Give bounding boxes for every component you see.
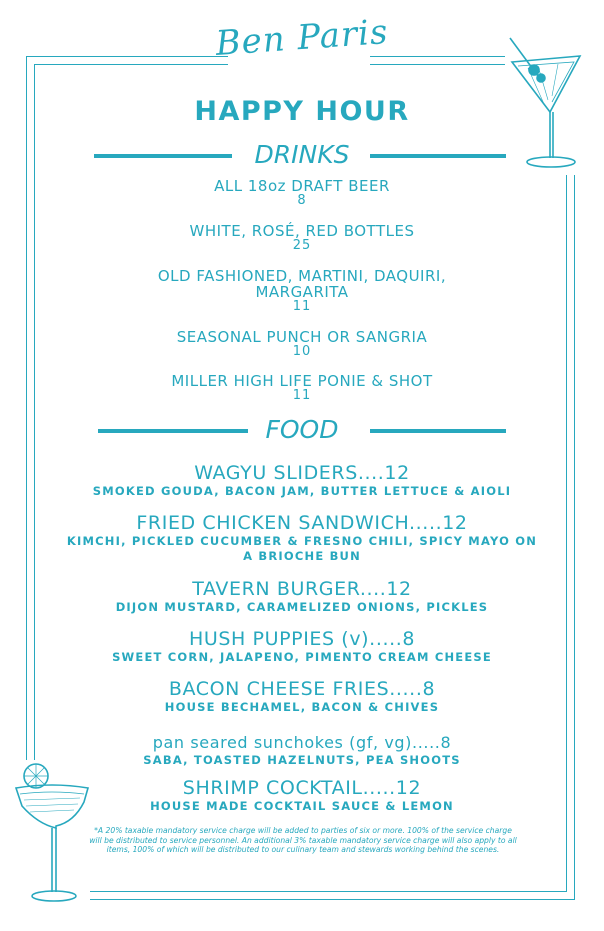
food-item (0, 629, 604, 665)
food-item (0, 463, 604, 499)
drink-item (0, 268, 604, 314)
food-name: TAVERN BURGER....12 (192, 578, 412, 600)
food-description: KIMCHI, PICKLED CUCUMBER & FRESNO CHILI, SPICY MAYO ON A BRIOCHE BUN (66, 534, 538, 563)
drink-name: MILLER HIGH LIFE PONIE & SHOT (171, 372, 433, 390)
drink-price: 25 (292, 238, 312, 253)
food-description: SMOKED GOUDA, BACON JAM, BUTTER LETTUCE & AIOLI (92, 484, 512, 498)
food-item (0, 778, 604, 814)
drink-name: ALL 18oz DRAFT BEER (214, 177, 390, 195)
food-name: pan seared sunchokes (gf, vg).....8 (152, 733, 452, 752)
food-name: BACON CHEESE FRIES.....8 (168, 678, 436, 700)
food-description: HOUSE MADE COCKTAIL SAUCE & LEMON (150, 799, 454, 813)
drink-item (0, 329, 604, 359)
food-description: DIJON MUSTARD, CARAMELIZED ONIONS, PICKLES (115, 600, 489, 614)
drink-name: SEASONAL PUNCH OR SANGRIA (176, 328, 428, 346)
page-title: HAPPY HOUR (194, 96, 410, 127)
drink-item (0, 178, 604, 208)
food-item (0, 579, 604, 615)
food-description: HOUSE BECHAMEL, BACON & CHIVES (164, 700, 440, 714)
food-description: SWEET CORN, JALAPENO, PIMENTO CREAM CHEESE (112, 650, 492, 664)
food-name: WAGYU SLIDERS....12 (194, 462, 410, 484)
drink-name: OLD FASHIONED, MARTINI, DAQUIRI, MARGARITA (157, 267, 447, 301)
drink-price: 11 (292, 388, 312, 403)
food-item (0, 679, 604, 715)
food-name: FRIED CHICKEN SANDWICH.....12 (136, 512, 468, 534)
drink-price: 10 (292, 344, 312, 359)
drink-price: 11 (292, 299, 312, 314)
drink-item (0, 373, 604, 403)
drink-price: 8 (297, 193, 307, 208)
drink-name: WHITE, ROSÉ, RED BOTTLES (189, 222, 415, 240)
food-section-label: FOOD (265, 415, 339, 444)
drinks-section-header (0, 140, 604, 170)
food-section-header (0, 415, 604, 445)
food-name: SHRIMP COCKTAIL.....12 (182, 777, 422, 799)
service-charge-footnote: *A 20% taxable mandatory service charge will be added to parties of six or more. 100% of the service charge will be distributed to service personnel. An additional 3% taxable mandatory service charge will also apply to all items, 100% of which will be distributed to our culinary team and stewards working behind the scenes. (89, 826, 517, 854)
drink-item (0, 223, 604, 253)
food-item (0, 732, 604, 768)
food-name: HUSH PUPPIES (v).....8 (188, 628, 416, 650)
brand-logo: Ben Paris (214, 12, 390, 64)
food-item (0, 513, 604, 564)
food-description: SABA, TOASTED HAZELNUTS, PEA SHOOTS (143, 753, 461, 767)
drinks-section-label: DRINKS (254, 140, 350, 169)
